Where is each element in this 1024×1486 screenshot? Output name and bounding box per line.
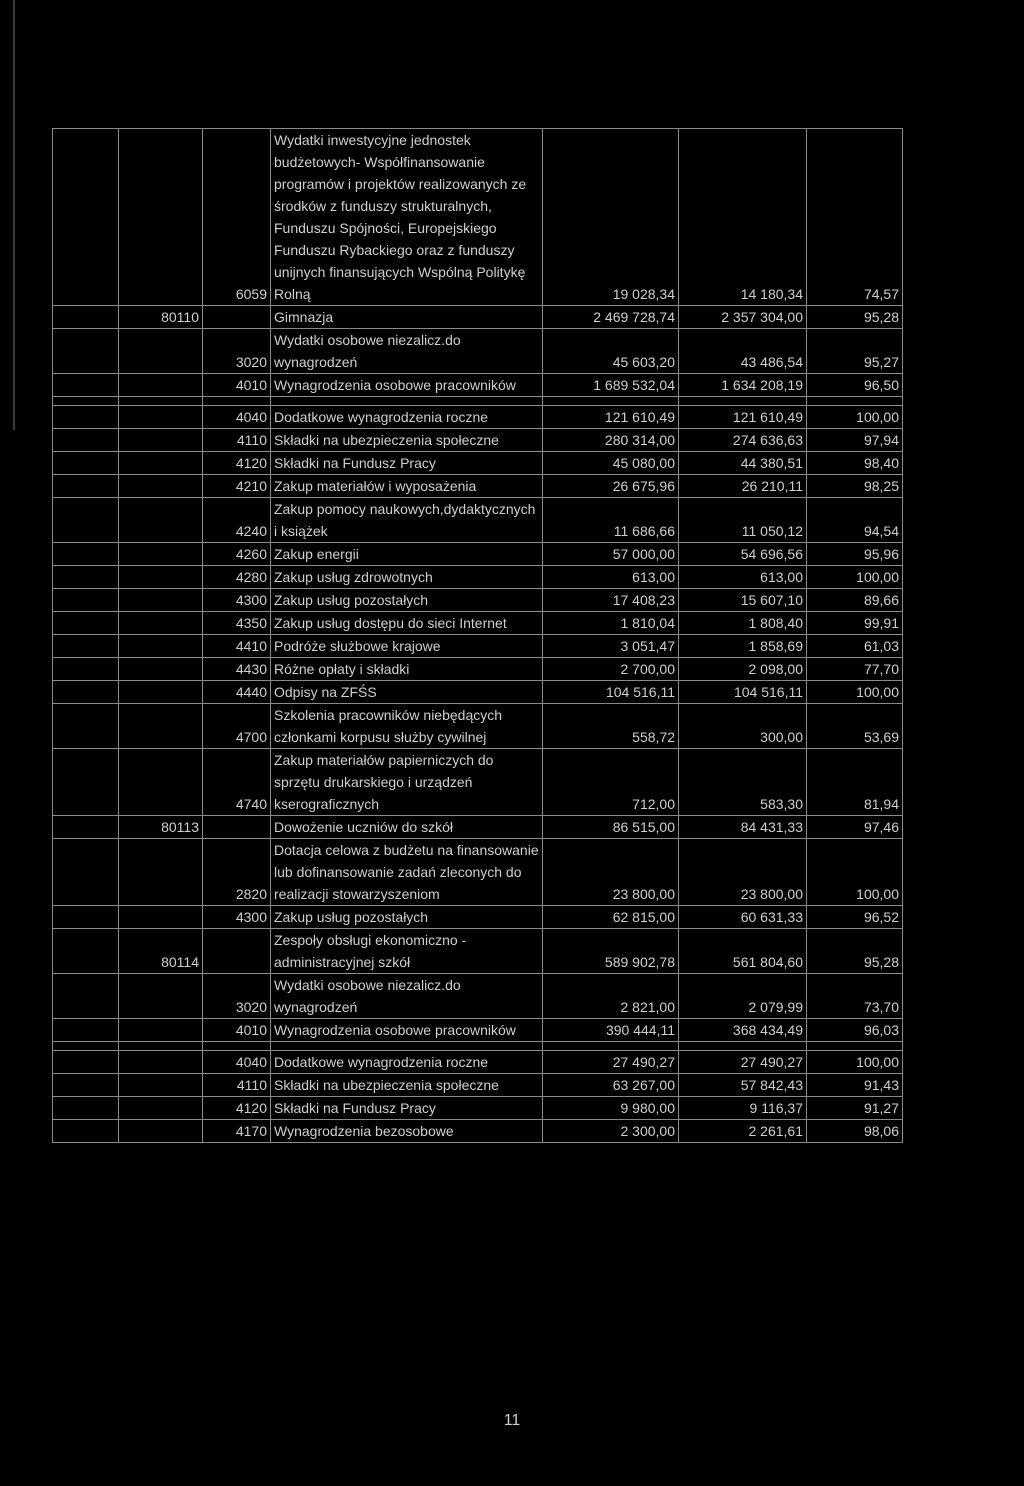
table-row [53, 306, 903, 329]
cell-plan: 121 610,49 [543, 406, 679, 429]
cell-percent: 77,70 [807, 658, 903, 681]
cell-plan: 104 516,11 [543, 681, 679, 704]
table-row [53, 1051, 903, 1074]
spacer-cell [271, 397, 543, 406]
cell-execution: 121 610,49 [679, 406, 807, 429]
spacer-cell [807, 1042, 903, 1051]
cell-dzial [53, 374, 119, 397]
cell-description: Zakup materiałów papierniczych do sprzętu drukarskiego i urządzeń kserograficznych [271, 749, 543, 816]
spacer-cell [203, 397, 271, 406]
cell-percent: 100,00 [807, 566, 903, 589]
cell-execution: 9 116,37 [679, 1097, 807, 1120]
cell-percent: 74,57 [807, 129, 903, 306]
table-row [53, 839, 903, 906]
table-row [53, 566, 903, 589]
cell-description: Zakup usług dostępu do sieci Internet [271, 612, 543, 635]
cell-execution: 27 490,27 [679, 1051, 807, 1074]
cell-paragraf: 4410 [203, 635, 271, 658]
cell-paragraf: 4170 [203, 1120, 271, 1143]
cell-percent: 61,03 [807, 635, 903, 658]
cell-execution: 1 808,40 [679, 612, 807, 635]
cell-percent: 91,43 [807, 1074, 903, 1097]
cell-dzial [53, 839, 119, 906]
table-row [53, 475, 903, 498]
cell-dzial [53, 306, 119, 329]
cell-plan: 57 000,00 [543, 543, 679, 566]
table-body [53, 129, 903, 1143]
cell-description: Szkolenia pracowników niebędących członkami korpusu służby cywilnej [271, 704, 543, 749]
spacer-cell [53, 1042, 119, 1051]
cell-paragraf: 4300 [203, 906, 271, 929]
cell-execution: 613,00 [679, 566, 807, 589]
cell-paragraf: 4240 [203, 498, 271, 543]
cell-rozdzial [119, 974, 203, 1019]
cell-description: Składki na Fundusz Pracy [271, 452, 543, 475]
cell-execution: 2 079,99 [679, 974, 807, 1019]
cell-plan: 2 469 728,74 [543, 306, 679, 329]
cell-dzial [53, 1051, 119, 1074]
cell-paragraf: 4280 [203, 566, 271, 589]
cell-description: Zespoły obsługi ekonomiczno - administracyjnej szkół [271, 929, 543, 974]
cell-plan: 712,00 [543, 749, 679, 816]
cell-rozdzial [119, 1120, 203, 1143]
cell-description: Podróże służbowe krajowe [271, 635, 543, 658]
cell-percent: 97,94 [807, 429, 903, 452]
cell-rozdzial [119, 498, 203, 543]
cell-percent: 98,25 [807, 475, 903, 498]
cell-description: Zakup usług pozostałych [271, 906, 543, 929]
cell-execution: 26 210,11 [679, 475, 807, 498]
table-row [53, 635, 903, 658]
cell-plan: 2 300,00 [543, 1120, 679, 1143]
cell-description: Wydatki inwestycyjne jednostek budżetowych- Współfinansowanie programów i projektów realizowanych ze środków z funduszy strukturalnych, Funduszu Spójności, Europejskiego Funduszu Rybackiego oraz z funduszy unijnych finansujących Wspólną Politykę Rolną [271, 129, 543, 306]
table-row [53, 1120, 903, 1143]
cell-plan: 2 700,00 [543, 658, 679, 681]
table-row [53, 816, 903, 839]
cell-percent: 98,06 [807, 1120, 903, 1143]
cell-rozdzial: 80114 [119, 929, 203, 974]
cell-plan: 62 815,00 [543, 906, 679, 929]
table-row [53, 974, 903, 1019]
cell-execution: 54 696,56 [679, 543, 807, 566]
cell-dzial [53, 704, 119, 749]
cell-paragraf: 4210 [203, 475, 271, 498]
cell-paragraf: 4700 [203, 704, 271, 749]
cell-description: Wydatki osobowe niezalicz.do wynagrodzeń [271, 329, 543, 374]
cell-percent: 95,27 [807, 329, 903, 374]
cell-execution: 368 434,49 [679, 1019, 807, 1042]
cell-description: Wynagrodzenia osobowe pracowników [271, 1019, 543, 1042]
cell-execution: 43 486,54 [679, 329, 807, 374]
cell-paragraf [203, 816, 271, 839]
table-row [53, 1097, 903, 1120]
cell-description: Zakup usług zdrowotnych [271, 566, 543, 589]
cell-description: Składki na ubezpieczenia społeczne [271, 1074, 543, 1097]
cell-paragraf: 3020 [203, 329, 271, 374]
cell-paragraf: 4120 [203, 1097, 271, 1120]
table-row [53, 612, 903, 635]
spacer-cell [679, 1042, 807, 1051]
cell-rozdzial [119, 1051, 203, 1074]
cell-plan: 19 028,34 [543, 129, 679, 306]
cell-execution: 2 098,00 [679, 658, 807, 681]
cell-rozdzial [119, 566, 203, 589]
table-row [53, 929, 903, 974]
cell-dzial [53, 612, 119, 635]
spacer-row [53, 397, 903, 406]
cell-percent: 100,00 [807, 1051, 903, 1074]
cell-rozdzial: 80113 [119, 816, 203, 839]
cell-description: Wydatki osobowe niezalicz.do wynagrodzeń [271, 974, 543, 1019]
cell-rozdzial [119, 612, 203, 635]
cell-dzial [53, 974, 119, 1019]
cell-percent: 89,66 [807, 589, 903, 612]
cell-dzial [53, 635, 119, 658]
cell-dzial [53, 681, 119, 704]
cell-rozdzial [119, 1019, 203, 1042]
cell-plan: 17 408,23 [543, 589, 679, 612]
spacer-row [53, 1042, 903, 1051]
cell-rozdzial [119, 329, 203, 374]
cell-plan: 390 444,11 [543, 1019, 679, 1042]
cell-percent: 53,69 [807, 704, 903, 749]
cell-dzial [53, 452, 119, 475]
cell-rozdzial [119, 475, 203, 498]
table-row [53, 374, 903, 397]
table-row [53, 704, 903, 749]
cell-paragraf: 4040 [203, 1051, 271, 1074]
table-row [53, 406, 903, 429]
page-number: 11 [503, 1412, 521, 1429]
cell-dzial [53, 129, 119, 306]
cell-percent: 100,00 [807, 681, 903, 704]
cell-paragraf: 4300 [203, 589, 271, 612]
table-row [53, 1019, 903, 1042]
cell-description: Gimnazja [271, 306, 543, 329]
cell-percent: 97,46 [807, 816, 903, 839]
cell-plan: 1 810,04 [543, 612, 679, 635]
cell-description: Dotacja celowa z budżetu na finansowanie lub dofinansowanie zadań zleconych do realizacji stowarzyszeniom [271, 839, 543, 906]
cell-percent: 96,03 [807, 1019, 903, 1042]
cell-percent: 95,28 [807, 929, 903, 974]
cell-paragraf: 4260 [203, 543, 271, 566]
cell-execution: 15 607,10 [679, 589, 807, 612]
cell-execution: 84 431,33 [679, 816, 807, 839]
cell-dzial [53, 329, 119, 374]
cell-percent: 100,00 [807, 839, 903, 906]
cell-description: Różne opłaty i składki [271, 658, 543, 681]
cell-plan: 558,72 [543, 704, 679, 749]
cell-dzial [53, 498, 119, 543]
cell-execution: 23 800,00 [679, 839, 807, 906]
cell-dzial [53, 929, 119, 974]
cell-execution: 274 636,63 [679, 429, 807, 452]
cell-execution: 2 357 304,00 [679, 306, 807, 329]
table-row [53, 452, 903, 475]
cell-dzial [53, 749, 119, 816]
budget-table [52, 128, 903, 1143]
cell-execution: 14 180,34 [679, 129, 807, 306]
spacer-cell [53, 397, 119, 406]
cell-dzial [53, 566, 119, 589]
cell-dzial [53, 406, 119, 429]
cell-dzial [53, 816, 119, 839]
cell-description: Wynagrodzenia osobowe pracowników [271, 374, 543, 397]
table-row [53, 129, 903, 306]
table-row [53, 498, 903, 543]
cell-paragraf: 3020 [203, 974, 271, 1019]
cell-dzial [53, 1074, 119, 1097]
cell-execution: 1 858,69 [679, 635, 807, 658]
margin-line [13, 0, 15, 430]
cell-percent: 81,94 [807, 749, 903, 816]
cell-paragraf: 6059 [203, 129, 271, 306]
cell-plan: 3 051,47 [543, 635, 679, 658]
cell-rozdzial [119, 543, 203, 566]
cell-percent: 95,28 [807, 306, 903, 329]
cell-dzial [53, 543, 119, 566]
cell-plan: 45 080,00 [543, 452, 679, 475]
cell-execution: 44 380,51 [679, 452, 807, 475]
cell-description: Składki na Fundusz Pracy [271, 1097, 543, 1120]
table-row [53, 429, 903, 452]
cell-description: Dodatkowe wynagrodzenia roczne [271, 406, 543, 429]
cell-paragraf: 4430 [203, 658, 271, 681]
cell-plan: 613,00 [543, 566, 679, 589]
cell-rozdzial: 80110 [119, 306, 203, 329]
spacer-cell [543, 1042, 679, 1051]
cell-paragraf [203, 306, 271, 329]
cell-description: Zakup materiałów i wyposażenia [271, 475, 543, 498]
table-row [53, 589, 903, 612]
cell-rozdzial [119, 374, 203, 397]
cell-percent: 96,50 [807, 374, 903, 397]
cell-execution: 60 631,33 [679, 906, 807, 929]
table-row [53, 329, 903, 374]
cell-execution: 104 516,11 [679, 681, 807, 704]
cell-plan: 63 267,00 [543, 1074, 679, 1097]
cell-plan: 26 675,96 [543, 475, 679, 498]
cell-execution: 2 261,61 [679, 1120, 807, 1143]
cell-percent: 94,54 [807, 498, 903, 543]
cell-description: Składki na ubezpieczenia społeczne [271, 429, 543, 452]
cell-rozdzial [119, 129, 203, 306]
spacer-cell [807, 397, 903, 406]
spacer-cell [543, 397, 679, 406]
cell-description: Zakup energii [271, 543, 543, 566]
cell-dzial [53, 429, 119, 452]
cell-percent: 95,96 [807, 543, 903, 566]
cell-plan: 23 800,00 [543, 839, 679, 906]
cell-rozdzial [119, 589, 203, 612]
cell-plan: 86 515,00 [543, 816, 679, 839]
cell-paragraf: 4350 [203, 612, 271, 635]
cell-percent: 99,91 [807, 612, 903, 635]
cell-rozdzial [119, 681, 203, 704]
cell-execution: 300,00 [679, 704, 807, 749]
cell-execution: 11 050,12 [679, 498, 807, 543]
cell-percent: 96,52 [807, 906, 903, 929]
cell-description: Wynagrodzenia bezosobowe [271, 1120, 543, 1143]
cell-dzial [53, 906, 119, 929]
cell-execution: 583,30 [679, 749, 807, 816]
cell-rozdzial [119, 406, 203, 429]
cell-rozdzial [119, 1097, 203, 1120]
cell-rozdzial [119, 658, 203, 681]
cell-plan: 9 980,00 [543, 1097, 679, 1120]
table-row [53, 543, 903, 566]
cell-rozdzial [119, 839, 203, 906]
cell-rozdzial [119, 1074, 203, 1097]
cell-description: Dowożenie uczniów do szkół [271, 816, 543, 839]
table-row [53, 749, 903, 816]
spacer-cell [679, 397, 807, 406]
cell-plan: 45 603,20 [543, 329, 679, 374]
cell-plan: 589 902,78 [543, 929, 679, 974]
spacer-cell [203, 1042, 271, 1051]
cell-rozdzial [119, 429, 203, 452]
cell-paragraf: 2820 [203, 839, 271, 906]
cell-plan: 2 821,00 [543, 974, 679, 1019]
table-row [53, 658, 903, 681]
cell-description: Zakup pomocy naukowych,dydaktycznych i książek [271, 498, 543, 543]
cell-dzial [53, 1120, 119, 1143]
cell-description: Dodatkowe wynagrodzenia roczne [271, 1051, 543, 1074]
cell-plan: 1 689 532,04 [543, 374, 679, 397]
spacer-cell [119, 1042, 203, 1051]
cell-paragraf [203, 929, 271, 974]
cell-dzial [53, 658, 119, 681]
cell-plan: 11 686,66 [543, 498, 679, 543]
cell-paragraf: 4110 [203, 429, 271, 452]
cell-rozdzial [119, 704, 203, 749]
cell-paragraf: 4110 [203, 1074, 271, 1097]
cell-paragraf: 4010 [203, 374, 271, 397]
cell-plan: 27 490,27 [543, 1051, 679, 1074]
cell-rozdzial [119, 749, 203, 816]
cell-paragraf: 4740 [203, 749, 271, 816]
cell-dzial [53, 475, 119, 498]
cell-execution: 1 634 208,19 [679, 374, 807, 397]
cell-description: Odpisy na ZFŚS [271, 681, 543, 704]
cell-paragraf: 4040 [203, 406, 271, 429]
cell-dzial [53, 1097, 119, 1120]
cell-percent: 100,00 [807, 406, 903, 429]
cell-dzial [53, 1019, 119, 1042]
cell-plan: 280 314,00 [543, 429, 679, 452]
cell-rozdzial [119, 635, 203, 658]
cell-percent: 98,40 [807, 452, 903, 475]
spacer-cell [119, 397, 203, 406]
table-row [53, 1074, 903, 1097]
cell-paragraf: 4010 [203, 1019, 271, 1042]
cell-percent: 91,27 [807, 1097, 903, 1120]
cell-percent: 73,70 [807, 974, 903, 1019]
cell-paragraf: 4440 [203, 681, 271, 704]
cell-paragraf: 4120 [203, 452, 271, 475]
cell-execution: 561 804,60 [679, 929, 807, 974]
cell-rozdzial [119, 452, 203, 475]
cell-dzial [53, 589, 119, 612]
table-row [53, 681, 903, 704]
spacer-cell [271, 1042, 543, 1051]
cell-description: Zakup usług pozostałych [271, 589, 543, 612]
table-row [53, 906, 903, 929]
cell-rozdzial [119, 906, 203, 929]
cell-execution: 57 842,43 [679, 1074, 807, 1097]
